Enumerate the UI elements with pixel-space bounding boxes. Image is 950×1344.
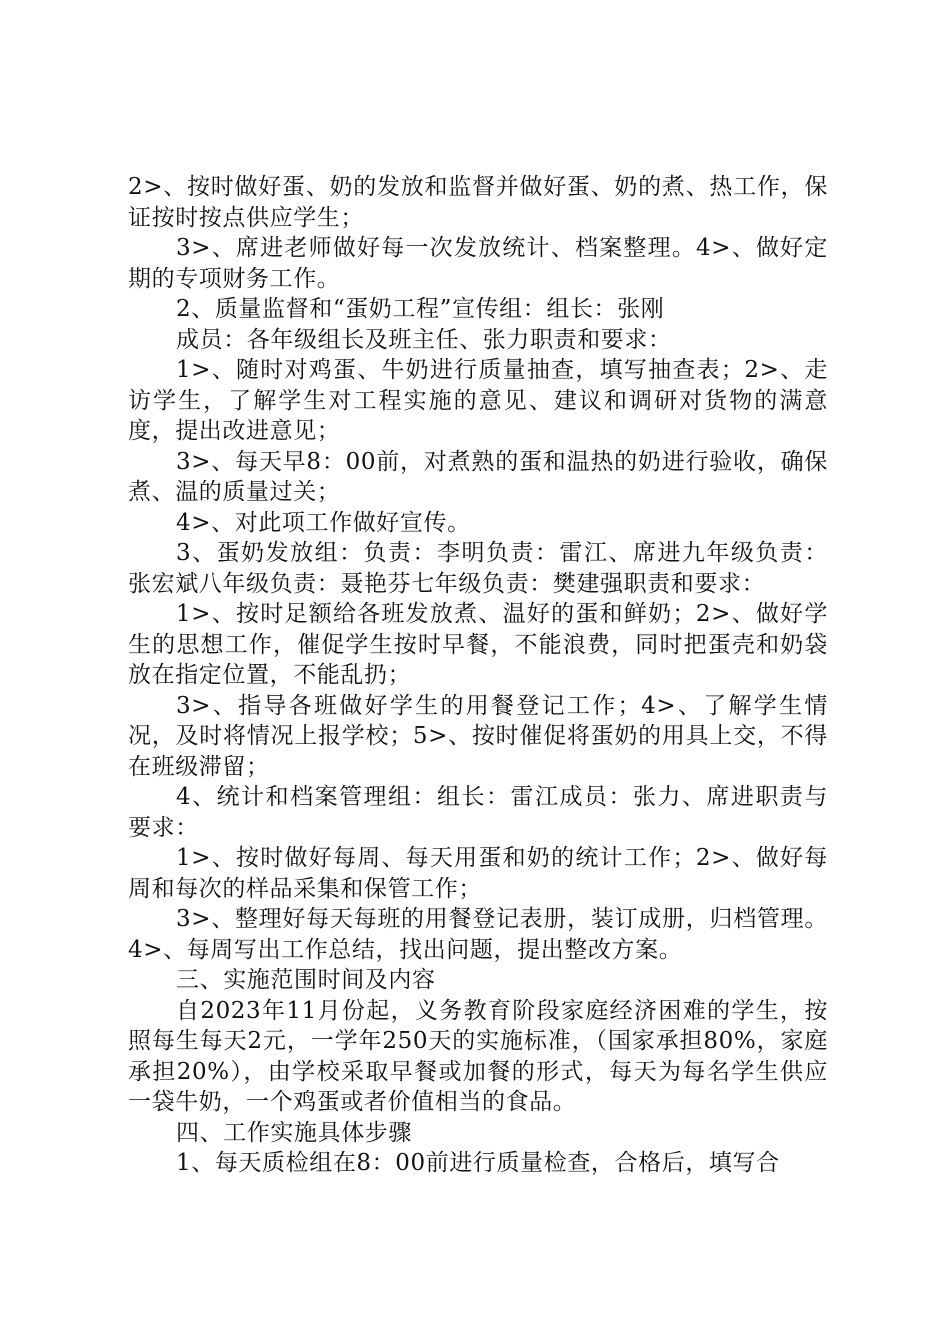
paragraph-publicity: 4>、对此项工作做好宣传。: [176, 509, 471, 536]
paragraph-archive-group-heading: 4、统计和档案管理组：组长：雷江成员：张力、席进职责与要求：: [128, 784, 828, 841]
paragraph-meal-registration: 3>、指导各班做好学生的用餐登记工作；4>、了解学生情况，及时将情况上报学校；5>、按时催促将蛋奶的用具上交，不得在班级滞留；: [128, 692, 828, 780]
document-body: [128, 172, 828, 1179]
section-heading-steps: 四、工作实施具体步骤: [176, 1119, 412, 1146]
paragraph-quality-group-members: 成员：各年级组长及班主任、张力职责和要求：: [176, 326, 672, 353]
paragraph-quality-group-heading: 2、质量监督和“蛋奶工程”宣传组：组长：张刚: [176, 296, 665, 322]
paragraph-scope-details: 自2023年11月份起，义务教育阶段家庭经济困难的学生，按照每生每天2元，一学年250天的实施标准，（国家承担80%，家庭承担20%），由学校采取早餐或加餐的形式，每天为每名学生供应一袋牛奶，一个鸡蛋或者价值相当的食品。: [128, 997, 828, 1115]
paragraph-quality-check-duties: 1>、随时对鸡蛋、牛奶进行质量抽查，填写抽查表；2>、走访学生，了解学生对工程实施的意见、建议和调研对货物的满意度，提出改进意见；: [128, 357, 828, 444]
paragraph-daily-quality-check: 1、每天质检组在8：00前进行质量检查，合格后，填写合: [176, 1150, 780, 1176]
paragraph-morning-inspection: 3>、每天早8：00前，对煮熟的蛋和温热的奶进行验收，确保煮、温的质量过关；: [128, 448, 828, 505]
paragraph-weekly-statistics: 1>、按时做好每周、每天用蛋和奶的统计工作；2>、做好每周和每次的样品采集和保管工作；: [128, 845, 828, 902]
paragraph-distribution-group-heading: 3、蛋奶发放组：负责：李明负责：雷江、席进九年级负责：张宏斌八年级负责：聂艳芬七年级负责：樊建强职责和要求：: [128, 540, 828, 597]
paragraph-distribution-supervision: 2>、按时做好蛋、奶的发放和监督并做好蛋、奶的煮、热工作，保证按时按点供应学生；: [128, 174, 828, 231]
paragraph-statistics-finance: 3>、席进老师做好每一次发放统计、档案整理。4>、做好定期的专项财务工作。: [128, 235, 828, 292]
paragraph-archive-management: 3>、整理好每天每班的用餐登记表册，装订成册，归档管理。4>、每周写出工作总结，找出问题，提出整改方案。: [128, 906, 828, 963]
paragraph-distribution-duties: 1>、按时足额给各班发放煮、温好的蛋和鲜奶；2>、做好学生的思想工作，催促学生按时早餐，不能浪费，同时把蛋壳和奶袋放在指定位置，不能乱扔；: [128, 601, 828, 688]
section-heading-scope: 三、实施范围时间及内容: [176, 967, 436, 993]
